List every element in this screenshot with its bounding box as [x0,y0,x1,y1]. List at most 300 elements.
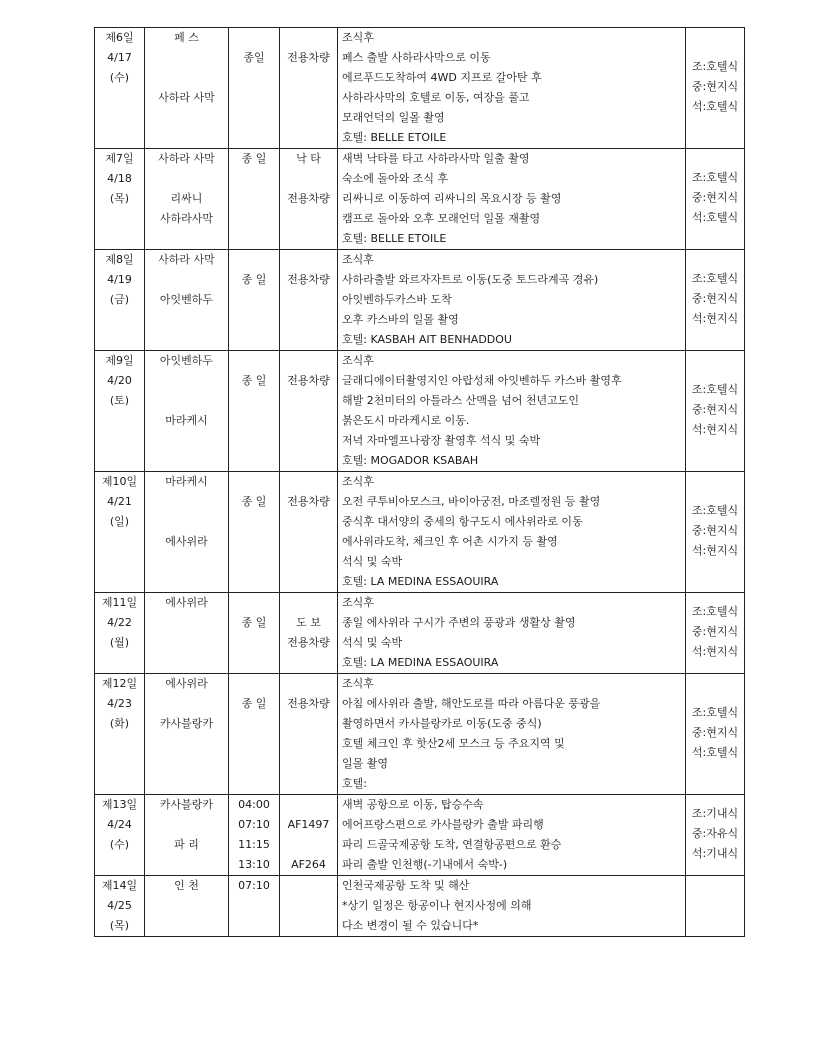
schedule-line: 호텔: MOGADOR KSABAH [342,454,479,467]
transport-label: 전용차량 [287,636,330,649]
schedule-line: 석식 및 숙박 [342,636,403,649]
meal-cell [686,351,745,472]
meal-label: 중:자유식 [691,826,739,840]
period-label [229,572,279,592]
day-row [95,674,745,795]
transport-cell [280,674,338,795]
period-label [229,330,279,350]
transport-label [280,916,337,936]
period-label [229,250,279,270]
period-label [229,88,279,108]
day-label: 제14일 [101,879,138,892]
place-label: 에사위라 [165,596,208,609]
transport-label [280,653,337,673]
place-cell [145,351,229,472]
day-label [95,572,144,592]
transport-label [280,108,337,128]
schedule-cell [338,28,686,149]
day-label [95,330,144,350]
transport-cell [280,876,338,937]
period-label [229,916,279,936]
meal-label: 석:호텔식 [691,99,739,113]
day-label [95,431,144,451]
schedule-line: 페스 출발 사하라사막으로 이동 [342,51,491,64]
meal-cell [686,472,745,593]
day-label [95,774,144,794]
day-row [95,876,745,937]
meal-label: 조:호텔식 [691,59,739,73]
place-label: 카사블랑카 [159,717,214,730]
place-label [145,572,228,592]
schedule-line: 오후 카스바의 일몰 촬영 [342,313,459,326]
place-label [145,512,228,532]
meal-cell [686,250,745,351]
day-label [95,855,144,875]
day-label [95,754,144,774]
place-label [145,371,228,391]
place-label [145,391,228,411]
place-label [145,270,228,290]
transport-cell [280,351,338,472]
period-label [229,754,279,774]
schedule-line: 캠프로 돌아와 오후 모래언덕 일몰 재촬영 [342,212,541,225]
transport-label: 전용차량 [287,374,330,387]
day-label: 제6일 [105,31,134,44]
period-label [229,431,279,451]
place-label [145,48,228,68]
schedule-line: 에르푸드도착하여 4WD 지프로 갈아탄 후 [342,71,542,84]
meal-label: 중:현지식 [691,291,739,305]
transport-label [280,512,337,532]
day-cell [95,149,145,250]
meal-label: 중:현지식 [691,79,739,93]
day-cell [95,876,145,937]
transport-label [280,290,337,310]
transport-label [280,876,337,896]
period-label [229,714,279,734]
period-label [229,512,279,532]
day-label: (월) [109,636,130,649]
place-cell [145,28,229,149]
day-cell [95,674,145,795]
place-label [145,552,228,572]
schedule-cell [338,674,686,795]
day-label: 4/19 [107,273,132,286]
place-cell [145,472,229,593]
meal-label: 중:현지식 [691,725,739,739]
period-cell [229,593,280,674]
meal-cell [686,876,745,937]
transport-label [280,250,337,270]
place-label [145,754,228,774]
meal-label: 석:현지식 [691,644,739,658]
meal-label: 석:호텔식 [691,210,739,224]
transport-label [280,209,337,229]
day-label [95,229,144,249]
day-label: 4/18 [107,172,132,185]
place-label: 아잇벤하두 [159,354,214,367]
day-label: 제9일 [105,354,134,367]
transport-cell [280,149,338,250]
meal-label: 조:호텔식 [691,604,739,618]
place-label: 사하라 사막 [158,91,215,104]
meal-label: 석:현지식 [691,311,739,325]
schedule-cell [338,876,686,937]
transport-label [280,795,337,815]
period-label: 종 일 [241,374,267,387]
period-label [229,896,279,916]
schedule-line: *상기 일정은 항공이나 현지사정에 의해 [342,899,532,912]
schedule-line: 파리 드골국제공항 도착, 연결항공편으로 환승 [342,838,562,851]
meal-label: 석:기내식 [691,846,739,860]
period-label [229,653,279,673]
meal-label: 조:호텔식 [691,271,739,285]
day-row [95,149,745,250]
place-cell [145,593,229,674]
period-label: 종 일 [241,616,267,629]
place-label: 인 천 [174,879,199,892]
period-label [229,28,279,48]
schedule-line: 호텔: LA MEDINA ESSAOUIRA [342,656,499,669]
schedule-line: 조식후 [342,31,374,44]
period-label [229,451,279,471]
period-label [229,593,279,613]
period-cell [229,28,280,149]
transport-label [280,310,337,330]
transport-label: 전용차량 [287,192,330,205]
transport-label [280,572,337,592]
period-label: 11:15 [238,838,270,851]
place-label: 사하라 사막 [158,152,215,165]
day-label [95,532,144,552]
period-label [229,169,279,189]
day-row [95,28,745,149]
period-cell [229,674,280,795]
schedule-line: 새벽 낙타를 타고 사하라사막 일출 촬영 [342,152,530,165]
day-cell [95,593,145,674]
period-label: 종 일 [241,495,267,508]
transport-label [280,330,337,350]
period-cell [229,472,280,593]
period-cell [229,149,280,250]
day-cell [95,795,145,876]
period-label [229,229,279,249]
schedule-line: 사하라출발 와르자자트로 이동(도중 토드라계곡 경유) [342,273,599,286]
place-cell [145,149,229,250]
transport-label [280,88,337,108]
schedule-line: 호텔: LA MEDINA ESSAOUIRA [342,575,499,588]
schedule-line: 촬영하면서 카사블랑카로 이동(도중 중식) [342,717,542,730]
transport-label [280,28,337,48]
transport-label: 전용차량 [287,273,330,286]
place-label [145,855,228,875]
place-label [145,896,228,916]
schedule-line: 호텔: [342,777,367,790]
day-row [95,795,745,876]
schedule-line: 인천국제공항 도착 및 해산 [342,879,470,892]
day-label: (수) [109,838,130,851]
transport-label [280,229,337,249]
transport-label [280,472,337,492]
period-cell [229,351,280,472]
place-label [145,613,228,633]
day-label: (목) [109,192,130,205]
period-cell [229,795,280,876]
place-label: 에사위라 [165,535,208,548]
day-row [95,351,745,472]
period-label [229,351,279,371]
place-label [145,815,228,835]
place-label [145,633,228,653]
place-label [145,229,228,249]
period-label: 07:10 [238,818,270,831]
transport-label [280,714,337,734]
meal-label: 중:현지식 [691,624,739,638]
schedule-cell [338,795,686,876]
day-label: (일) [109,515,130,528]
meal-label: 석:현지식 [691,543,739,557]
place-label [145,492,228,512]
schedule-line: 다소 변경이 될 수 있습니다* [342,919,479,932]
schedule-line: 조식후 [342,596,374,609]
place-label: 사하라사막 [159,212,214,225]
day-label: 제8일 [105,253,134,266]
period-label [229,209,279,229]
period-label [229,633,279,653]
period-label [229,189,279,209]
place-cell [145,795,229,876]
schedule-line: 호텔: BELLE ETOILE [342,232,447,245]
period-label [229,68,279,88]
day-label: 4/20 [107,374,132,387]
day-label: 4/24 [107,818,132,831]
place-label [145,916,228,936]
schedule-line: 새벽 공항으로 이동, 탑승수속 [342,798,484,811]
day-label: 4/17 [107,51,132,64]
transport-label [280,532,337,552]
day-label [95,310,144,330]
transport-label [280,169,337,189]
day-label [95,108,144,128]
transport-label [280,754,337,774]
transport-label [280,896,337,916]
transport-cell [280,28,338,149]
transport-cell [280,795,338,876]
schedule-line: 파리 출발 인천행(-기내에서 숙박-) [342,858,508,871]
period-label [229,532,279,552]
period-label [229,774,279,794]
schedule-cell [338,149,686,250]
place-label: 카사블랑카 [159,798,214,811]
schedule-line: 석식 및 숙박 [342,555,403,568]
day-label: 4/25 [107,899,132,912]
meal-label: 조:호텔식 [691,705,739,719]
transport-label [280,451,337,471]
day-label [95,653,144,673]
transport-label [280,835,337,855]
day-cell [95,28,145,149]
place-label: 파 리 [174,838,199,851]
schedule-line: 사하라사막의 호텔로 이동, 여장을 풀고 [342,91,530,104]
schedule-cell [338,593,686,674]
day-label [95,411,144,431]
schedule-line: 종일 에사위라 구시가 주변의 풍광과 생활상 촬영 [342,616,576,629]
meal-cell [686,149,745,250]
schedule-cell [338,351,686,472]
transport-cell [280,472,338,593]
transport-label [280,593,337,613]
meal-label: 조:호텔식 [691,170,739,184]
meal-label: 조:호텔식 [691,503,739,517]
day-label [95,734,144,754]
place-label: 사하라 사막 [158,253,215,266]
day-label: 4/21 [107,495,132,508]
meal-label: 석:현지식 [691,422,739,436]
transport-label: AF264 [291,858,326,871]
period-label [229,674,279,694]
day-row [95,250,745,351]
place-label: 에사위라 [165,677,208,690]
place-label: 리싸니 [170,192,203,205]
place-label [145,653,228,673]
schedule-line: 조식후 [342,677,374,690]
transport-label: 전용차량 [287,697,330,710]
schedule-line: 숙소에 돌아와 조식 후 [342,172,449,185]
day-cell [95,351,145,472]
day-label: (토) [109,394,130,407]
place-label [145,169,228,189]
place-label: 마라케시 [165,475,208,488]
schedule-line: 에사위라도착, 체크인 후 어촌 시가지 등 촬영 [342,535,558,548]
schedule-line: 붉은도시 마라케시로 이동. [342,414,470,427]
period-label [229,108,279,128]
schedule-cell [338,472,686,593]
day-label: 제12일 [101,677,138,690]
transport-label [280,674,337,694]
period-label [229,472,279,492]
period-label [229,552,279,572]
transport-label: 도 보 [296,616,321,629]
day-label [95,552,144,572]
meal-cell [686,674,745,795]
transport-label [280,68,337,88]
period-label: 종 일 [241,152,267,165]
period-cell [229,250,280,351]
place-label [145,734,228,754]
place-label: 페 스 [174,31,199,44]
transport-label [280,411,337,431]
meal-cell [686,28,745,149]
schedule-line: 오전 쿠투비아모스크, 바이아궁전, 마조렐정원 등 촬영 [342,495,601,508]
schedule-line: 모래언덕의 일몰 촬영 [342,111,445,124]
schedule-line: 리싸니로 이동하여 리싸니의 목요시장 등 촬영 [342,192,562,205]
schedule-line: 호텔: BELLE ETOILE [342,131,447,144]
period-label: 종 일 [241,697,267,710]
meal-cell [686,593,745,674]
schedule-line: 조식후 [342,475,374,488]
schedule-line: 호텔 체크인 후 핫산2세 모스크 등 주요지역 및 [342,737,565,750]
period-label: 13:10 [238,858,270,871]
place-label [145,431,228,451]
schedule-line: 호텔: KASBAH AIT BENHADDOU [342,333,512,346]
meal-cell [686,795,745,876]
transport-cell [280,250,338,351]
period-label [229,128,279,148]
meal-label: 조:기내식 [691,806,739,820]
schedule-line: 아침 에사위라 출발, 해안도로를 따라 아름다운 풍광을 [342,697,601,710]
schedule-line: 아잇벤하두카스바 도착 [342,293,452,306]
place-label [145,330,228,350]
day-cell [95,472,145,593]
meal-label: 중:현지식 [691,402,739,416]
period-cell [229,876,280,937]
transport-cell [280,593,338,674]
day-label: (목) [109,919,130,932]
day-row [95,472,745,593]
period-label [229,290,279,310]
day-label [95,209,144,229]
period-label: 종 일 [241,273,267,286]
schedule-line: 조식후 [342,253,374,266]
place-cell [145,250,229,351]
day-label: 제13일 [101,798,138,811]
transport-label [280,391,337,411]
meal-label: 중:현지식 [691,190,739,204]
meal-label: 조:호텔식 [691,382,739,396]
schedule-cell [338,250,686,351]
place-label: 마라케시 [165,414,208,427]
schedule-line: 저녁 자마엘프나광장 촬영후 석식 및 숙박 [342,434,541,447]
period-label: 04:00 [238,798,270,811]
place-cell [145,876,229,937]
schedule-line: 조식후 [342,354,374,367]
period-label: 07:10 [238,879,270,892]
meal-label: 석:호텔식 [691,745,739,759]
itinerary-table [94,27,745,937]
place-label [145,68,228,88]
transport-label: 전용차량 [287,495,330,508]
day-label: 제11일 [101,596,138,609]
place-cell [145,674,229,795]
meal-label: 중:현지식 [691,523,739,537]
schedule-line: 글래디에이터촬영지인 아랍성채 아잇벤하두 카스바 촬영후 [342,374,622,387]
day-label [95,451,144,471]
place-label [145,128,228,148]
period-label: 종일 [243,51,265,64]
day-label: 4/22 [107,616,132,629]
transport-label: 전용차량 [287,51,330,64]
place-label [145,108,228,128]
transport-label [280,128,337,148]
day-label: (화) [109,717,130,730]
transport-label [280,552,337,572]
period-label [229,391,279,411]
day-label: 4/23 [107,697,132,710]
transport-label: AF1497 [287,818,330,831]
schedule-line: 해발 2천미터의 아틀라스 산맥을 넘어 천년고도인 [342,394,579,407]
day-label: 제7일 [105,152,134,165]
schedule-line: 에어프랑스편으로 카사블랑카 출발 파리행 [342,818,544,831]
place-label [145,310,228,330]
place-label [145,451,228,471]
schedule-line: 일몰 촬영 [342,757,389,770]
day-label: (수) [109,71,130,84]
transport-label: 낙 타 [296,152,321,165]
place-label [145,774,228,794]
day-label: (금) [109,293,130,306]
day-label: 제10일 [101,475,138,488]
day-label [95,128,144,148]
